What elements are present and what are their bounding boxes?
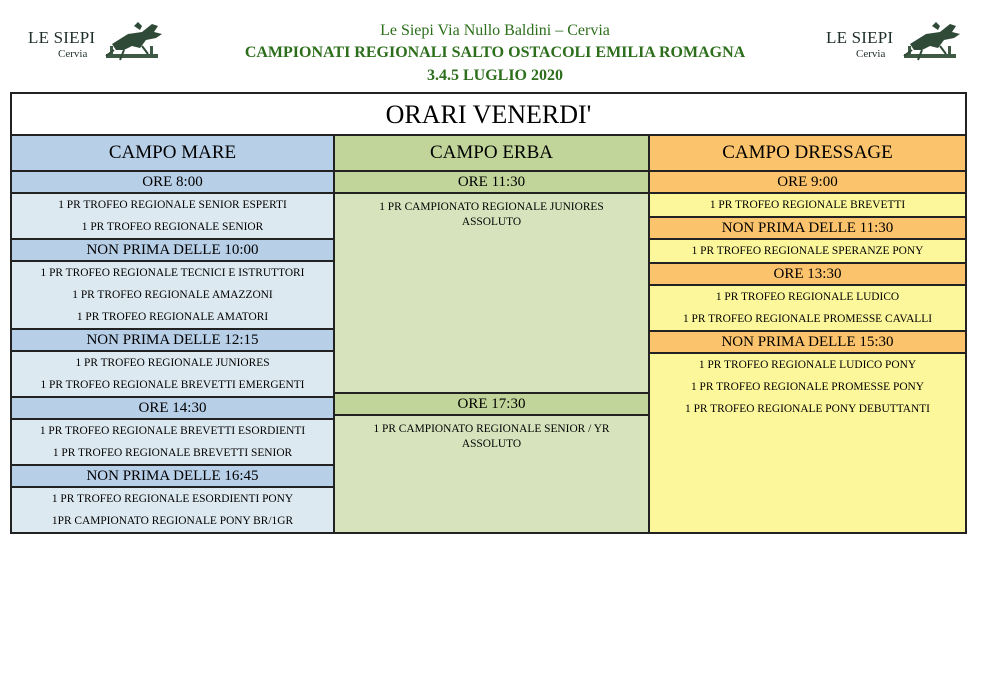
logo-city-text: Cervia bbox=[856, 48, 886, 60]
event-row: 1 PR TROFEO REGIONALE SPERANZE PONY bbox=[691, 245, 924, 257]
column-campo-dressage bbox=[650, 136, 967, 534]
horse-jumping-icon bbox=[102, 20, 172, 66]
le-siepi-logo-right bbox=[826, 18, 976, 70]
event-row: 1 PR TROFEO REGIONALE LUDICO PONY bbox=[698, 359, 917, 371]
event-row: 1 PR CAMPIONATO REGIONALE JUNIORES ASSOLUTO bbox=[379, 201, 604, 228]
event-row: 1 PR TROFEO REGIONALE PONY DEBUTTANTI bbox=[685, 403, 930, 415]
event-row: 1 PR TROFEO REGIONALE SENIOR bbox=[81, 221, 264, 233]
column-header: CAMPO DRESSAGE bbox=[650, 136, 965, 172]
event-row: 1 PR CAMPIONATO REGIONALE SENIOR / YR ASSOLUTO bbox=[373, 423, 610, 450]
le-siepi-logo-left bbox=[28, 18, 178, 70]
event-row: 1 PR TROFEO REGIONALE BREVETTI ESORDIENTI bbox=[39, 425, 306, 437]
horse-jumping-icon bbox=[900, 20, 970, 66]
event-row: 1 PR TROFEO REGIONALE BREVETTI bbox=[709, 199, 906, 211]
event-row: 1 PR TROFEO REGIONALE LUDICO bbox=[715, 291, 900, 303]
column-header: CAMPO ERBA bbox=[335, 136, 648, 172]
column-campo-erba bbox=[335, 136, 650, 534]
time-slot-header: NON PRIMA DELLE 10:00 bbox=[12, 238, 333, 262]
page-title: ORARI VENERDI' bbox=[10, 92, 967, 136]
time-slot-header: NON PRIMA DELLE 16:45 bbox=[12, 464, 333, 488]
time-slot-header: ORE 14:30 bbox=[12, 396, 333, 420]
time-slot-header: ORE 11:30 bbox=[335, 172, 648, 194]
time-slot-header: NON PRIMA DELLE 15:30 bbox=[650, 330, 965, 354]
time-slot-header: ORE 8:00 bbox=[12, 172, 333, 194]
event-row: 1 PR TROFEO REGIONALE ESORDIENTI PONY bbox=[51, 493, 294, 505]
event-row: 1PR CAMPIONATO REGIONALE PONY BR/1GR bbox=[51, 515, 294, 527]
event-row: 1 PR TROFEO REGIONALE TECNICI E ISTRUTTORI bbox=[40, 267, 305, 279]
column-campo-mare bbox=[10, 136, 335, 534]
logo-city-text: Cervia bbox=[58, 48, 88, 60]
event-row: 1 PR TROFEO REGIONALE JUNIORES bbox=[75, 357, 270, 369]
logo-brand-text: LE SIEPI bbox=[826, 28, 894, 47]
logo-brand-text: LE SIEPI bbox=[28, 28, 96, 47]
event-block bbox=[335, 194, 648, 392]
schedule-table bbox=[10, 92, 967, 534]
event-block bbox=[335, 416, 648, 526]
event-row: 1 PR TROFEO REGIONALE BREVETTI SENIOR bbox=[52, 447, 293, 459]
event-row: 1 PR TROFEO REGIONALE AMAZZONI bbox=[72, 289, 273, 301]
column-header: CAMPO MARE bbox=[12, 136, 333, 172]
time-slot-header: ORE 13:30 bbox=[650, 262, 965, 286]
schedule-columns bbox=[10, 136, 967, 534]
event-row: 1 PR TROFEO REGIONALE SENIOR ESPERTI bbox=[58, 199, 287, 211]
time-slot-header: ORE 9:00 bbox=[650, 172, 965, 194]
time-slot-header: NON PRIMA DELLE 12:15 bbox=[12, 328, 333, 352]
time-slot-header: NON PRIMA DELLE 11:30 bbox=[650, 216, 965, 240]
event-row: 1 PR TROFEO REGIONALE BREVETTI EMERGENTI bbox=[40, 379, 305, 391]
event-row: 1 PR TROFEO REGIONALE AMATORI bbox=[76, 311, 269, 323]
venue-line: Le Siepi Via Nullo Baldini – Cervia bbox=[380, 22, 610, 39]
championship-title: CAMPIONATI REGIONALI SALTO OSTACOLI EMILIA ROMAGNA bbox=[244, 44, 746, 61]
event-dates: 3.4.5 LUGLIO 2020 bbox=[426, 67, 563, 84]
event-row: 1 PR TROFEO REGIONALE PROMESSE PONY bbox=[690, 381, 924, 393]
event-row: 1 PR TROFEO REGIONALE PROMESSE CAVALLI bbox=[682, 313, 933, 325]
empty-area bbox=[650, 420, 965, 524]
time-slot-header: ORE 17:30 bbox=[335, 392, 648, 416]
